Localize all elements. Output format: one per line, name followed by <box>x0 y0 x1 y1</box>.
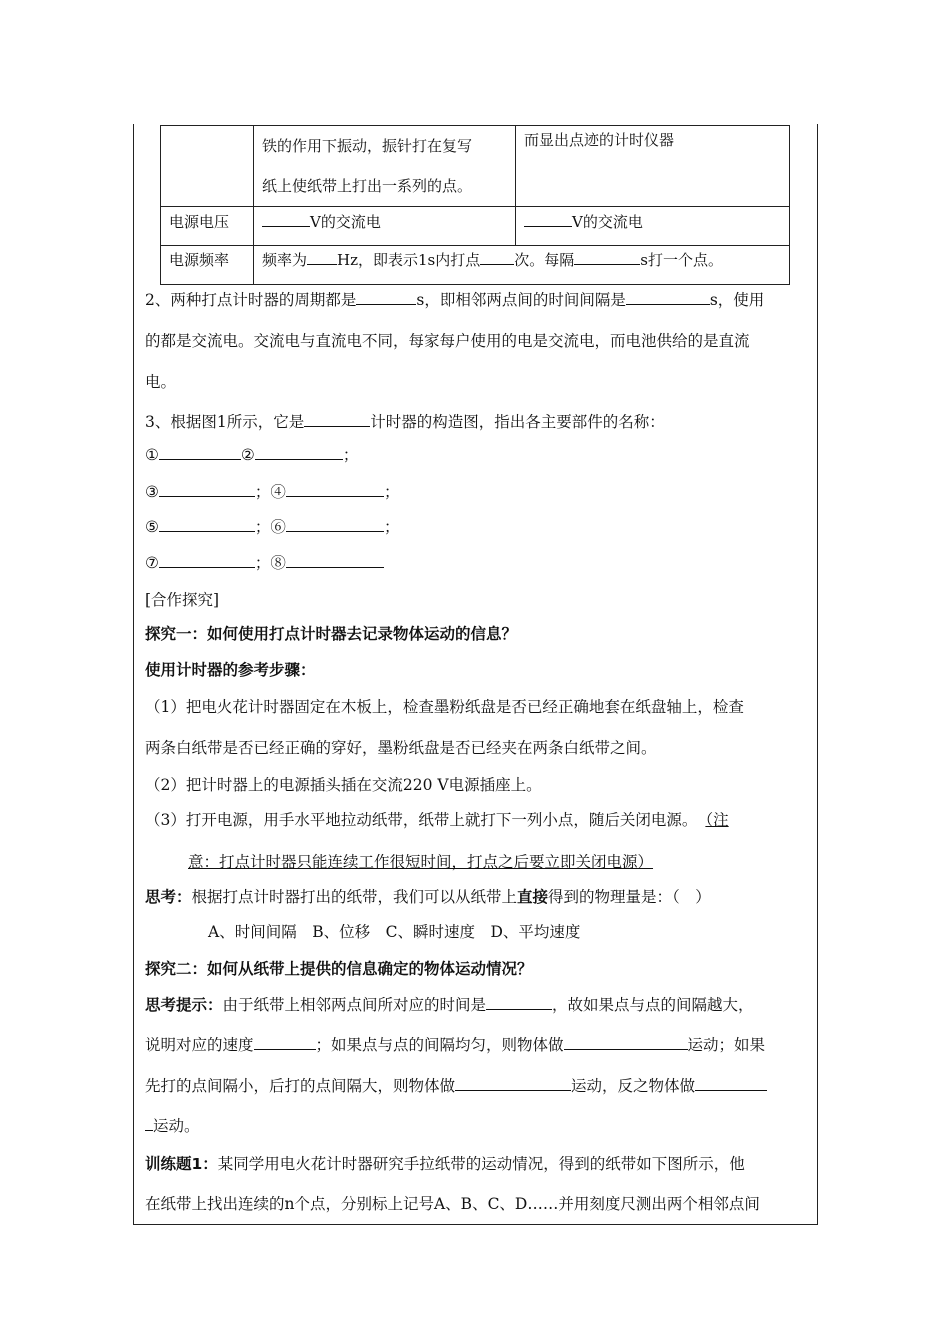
text: 3、根据图1所示，它是 <box>145 413 305 431</box>
answer-blank[interactable] <box>159 482 255 497</box>
text: ④ <box>270 483 286 501</box>
training-1 <box>145 1152 745 1174</box>
q2-line-2: 的都是交流电。交流电与直流电不同，每家每户使用的电是交流电，而电池供给的是直流 <box>145 332 750 350</box>
text: 某同学用电火花计时器研究手拉纸带的运动情况，得到的纸带如下图所示，他 <box>217 1155 745 1173</box>
answer-blank[interactable] <box>356 290 416 305</box>
text: 运动；如果 <box>687 1036 766 1054</box>
answer-blank[interactable] <box>480 250 514 265</box>
table-cell <box>254 126 516 207</box>
answer-blank[interactable] <box>524 212 572 227</box>
table-text: 铁的作用下振动，振针打在复写 <box>262 137 473 155</box>
table-cell <box>254 246 790 285</box>
text: 2、两种打点计时器的周期都是 <box>145 291 357 309</box>
text: （3）打开电源，用手水平地拉动纸带，纸带上就打下 <box>145 811 512 829</box>
text: ； <box>383 518 400 536</box>
text: 思考： <box>145 888 192 906</box>
table-row <box>161 207 790 246</box>
text: ； <box>383 483 400 501</box>
q3-parts-row <box>145 480 399 502</box>
text: ⑦ <box>145 554 159 572</box>
hint-line-1 <box>145 993 754 1015</box>
step-3-note: 意：打点计时器只能连续工作很短时间，打点之后要立即关闭电源） <box>188 853 654 871</box>
text: 训练题1： <box>145 1155 218 1173</box>
frequency-label: 电源频率 <box>169 251 230 269</box>
text: ③ <box>145 483 159 501</box>
answer-blank[interactable] <box>286 553 384 568</box>
text: 说明对应的速度 <box>145 1036 254 1054</box>
answer-blank[interactable] <box>159 553 255 568</box>
text: ⑤ <box>145 518 159 536</box>
hint-line-4 <box>145 1114 200 1136</box>
answer-blank[interactable] <box>304 412 370 427</box>
answer-blank[interactable] <box>159 517 255 532</box>
text: 一列小点，随后关闭电源。 <box>511 811 698 829</box>
answer-blank[interactable] <box>286 482 384 497</box>
step-1 <box>145 695 744 717</box>
text: 运动。 <box>153 1117 200 1135</box>
hint-line-3 <box>145 1074 767 1096</box>
answer-options: A、时间间隔 B、位移 C、瞬时速度 D、平均速度 <box>208 923 581 941</box>
text: ；如果点与点的间隔均匀，则物体做 <box>315 1036 564 1054</box>
table-cell <box>161 207 254 246</box>
voltage-label: 电源电压 <box>169 213 230 231</box>
table-text: V的交流电 <box>572 213 643 231</box>
q3-parts-row <box>145 551 384 573</box>
explore-1-title: 探究一：如何使用打点计时器去记录物体运动的信息？ <box>145 625 518 643</box>
q3-parts-row <box>145 443 358 465</box>
text: s，使用 <box>709 291 765 309</box>
answer-blank[interactable] <box>564 1035 688 1050</box>
text: ① <box>145 446 159 464</box>
text: （1）把 <box>145 698 202 716</box>
table-cell <box>254 207 516 246</box>
answer-blank[interactable] <box>695 1076 767 1091</box>
text: ； <box>254 554 271 572</box>
training-1-cont: 在纸带上找出连续的n个点，分别标上记号A、B、C、D……并用刻度尺测出两个相邻点间 <box>145 1195 760 1213</box>
text: 先打的点间隔小，后打的点间隔大，则物体做 <box>145 1077 456 1095</box>
text: 电火花计时器固定在木板上，检查墨粉纸盘是否已经正确地套在纸盘轴上，检查 <box>201 698 744 716</box>
table-text: 纸上使纸带上打出一系列的点。 <box>262 177 473 195</box>
text: s，即相邻两点间的时间间隔是 <box>416 291 626 309</box>
answer-blank[interactable] <box>626 290 710 305</box>
answer-blank[interactable] <box>254 1035 316 1050</box>
text: ② <box>240 446 255 464</box>
answer-blank[interactable] <box>486 995 552 1010</box>
text: 计时器的构造图，指出各主要部件的名称： <box>370 413 665 431</box>
text: ，故如果点与点的间隔越大， <box>552 996 754 1014</box>
answer-blank[interactable] <box>286 517 384 532</box>
timer-comparison-table <box>160 125 790 285</box>
table-text: V的交流电 <box>310 213 381 231</box>
text: 根据打点计时器打出的纸带，我们可以从纸带上 <box>191 888 518 906</box>
answer-blank[interactable] <box>255 445 343 460</box>
answer-blank[interactable] <box>307 250 337 265</box>
text: （注 <box>705 811 729 829</box>
text: ⑥ <box>270 518 286 536</box>
answer-blank[interactable] <box>455 1076 571 1091</box>
text: ； <box>342 446 359 464</box>
text: 直接 <box>517 888 549 906</box>
think-question <box>145 885 711 907</box>
text: ； <box>254 483 271 501</box>
table-text: s打一个点。 <box>640 251 723 269</box>
answer-blank[interactable] <box>574 250 640 265</box>
text: ⑧ <box>270 554 286 572</box>
step-3 <box>145 808 729 830</box>
q2-line-3: 电。 <box>145 373 177 391</box>
q3-line-1 <box>145 410 665 432</box>
answer-blank[interactable] <box>159 445 241 460</box>
answer-blank[interactable] <box>145 1116 153 1131</box>
step-2: （2）把计时器上的电源插头插在交流220 V电源插座上。 <box>145 776 542 794</box>
step-1-cont: 两条白纸带是否已经正确的穿好，墨粉纸盘是否已经夹在两条白纸带之间。 <box>145 739 657 757</box>
table-cell <box>161 246 254 285</box>
text: 运动，反之物体做 <box>571 1077 696 1095</box>
text: 思考提示： <box>145 996 223 1014</box>
table-row <box>161 126 790 207</box>
table-text: Hz，即表示1s内打点 <box>337 251 481 269</box>
hint-line-2 <box>145 1033 765 1055</box>
text: ； <box>254 518 271 536</box>
section-heading: [合作探究] <box>145 591 220 609</box>
text: 得到的物理量是：（ ） <box>548 888 711 906</box>
q3-parts-row <box>145 515 399 537</box>
table-cell <box>516 126 790 207</box>
steps-title: 使用计时器的参考步骤： <box>145 661 316 679</box>
table-row <box>161 246 790 285</box>
explore-2-title: 探究二：如何从纸带上提供的信息确定的物体运动情况？ <box>145 960 533 978</box>
table-text: 而显出点迹的计时仪器 <box>524 131 675 149</box>
q2-line-1 <box>145 288 764 310</box>
table-cell <box>516 207 790 246</box>
answer-blank[interactable] <box>262 212 310 227</box>
table-cell <box>161 126 254 207</box>
table-text: 次。每隔 <box>514 251 575 269</box>
table-text: 频率为 <box>262 251 308 269</box>
text: 由于纸带上相邻两点间所对应的时间是 <box>222 996 487 1014</box>
